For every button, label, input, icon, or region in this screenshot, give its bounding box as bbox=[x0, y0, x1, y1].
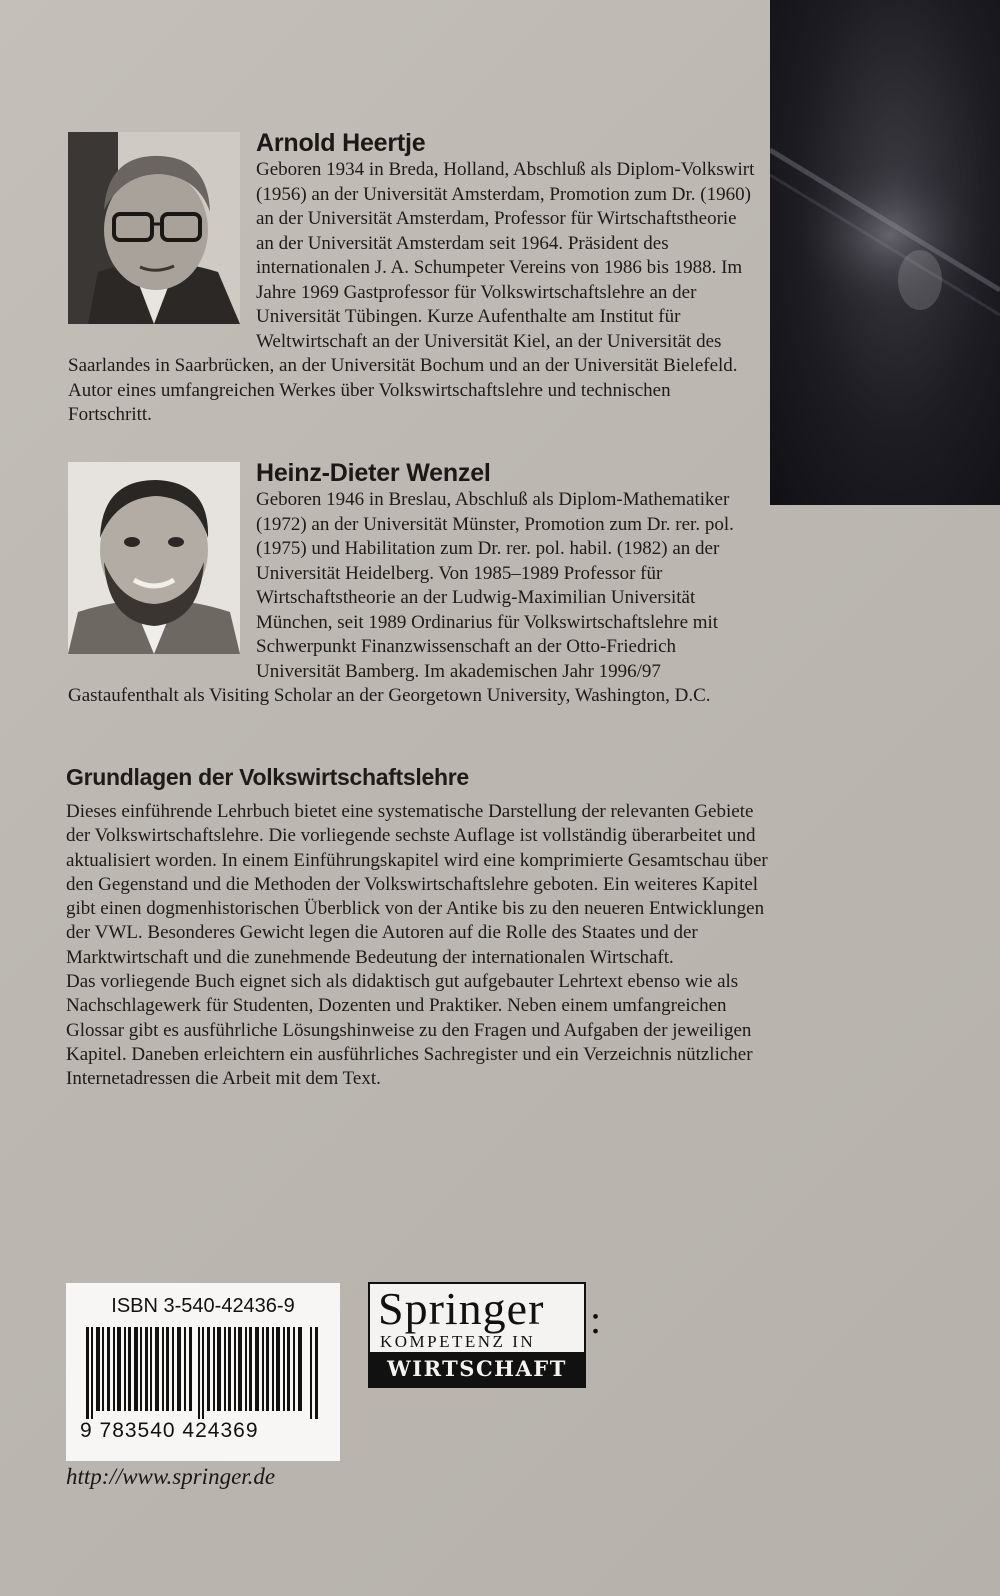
dark-cover-graphic bbox=[770, 0, 1000, 505]
book-paragraph-2: Das vorliegende Buch eignet sich als didaktisch gut aufgebauter Lehrtext ebenso wie als Nachschlagewerk für Studenten, Dozenten und Praktiker. Neben einem umfangreichen Glossar gibt es ausführliche Lösungshinweise zu den Fragen und Aufgaben der jeweiligen Kapitel. Daneben erleichtern ein ausführliches Sachregister und ein Verzeichnis nützlicher Internetadressen die Arbeit mit dem Text. bbox=[66, 971, 753, 1090]
publisher-tagline-2: WIRTSCHAFT bbox=[370, 1352, 584, 1386]
isbn-barcode-box bbox=[66, 1283, 340, 1461]
book-description bbox=[66, 760, 778, 1092]
author-wenzel bbox=[68, 458, 758, 709]
author-photo-wenzel bbox=[68, 462, 240, 654]
barcode-digits: 9 783540 424369 bbox=[80, 1419, 259, 1442]
publisher-url[interactable]: http://www.springer.de bbox=[66, 1464, 276, 1489]
isbn-label: ISBN 3-540-42436-9 bbox=[111, 1295, 295, 1317]
author-name: Arnold Heertje bbox=[256, 129, 426, 157]
barcode-icon bbox=[86, 1327, 320, 1419]
book-title: Grundlagen der Volkswirtschaftslehre bbox=[66, 764, 469, 790]
author-name: Heinz-Dieter Wenzel bbox=[256, 459, 491, 487]
author-bio: Geboren 1946 in Breslau, Abschluß als Diplom-Mathematiker (1972) an der Universität Münster, Promotion zum Dr. rer. pol. (1975) und Habilitation zum Dr. rer. pol. habil. (1982) an der Universität Heidelberg. Von 1985–1989 Professor für Wirtschaftstheorie an der Ludwig-Maximilian Universität München, seit 1989 Ordinarius für Volkswirtschaftslehre mit Schwerpunkt Finanzwissenschaft an der Otto-Friedrich Universität Bamberg. Im akademischen Jahr 1996/97 Gastaufenthalt als Visiting Scholar an der Georgetown University, Washington, D.C. bbox=[68, 489, 734, 706]
springer-wordmark: Springer bbox=[378, 1283, 545, 1334]
springer-colon: : bbox=[590, 1297, 602, 1342]
book-paragraph-1: Dieses einführende Lehrbuch bietet eine systematische Darstellung der relevanten Gebiete der Volkswirtschaftslehre. Die vorliegende sechste Auflage ist vollständig überarbeitet und aktualisiert worden. In einem Einführungskapitel wird eine komprimierte Gesamtschau über den Gegenstand und die Methoden der Volkswirtschaftslehre geboten. Ein weiteres Kapitel gibt einen dogmenhistorischen Überblick von der Antike bis zu den neueren Entwicklungen der VWL. Besonderes Gewicht legen die Autoren auf die Rolle des Staates und der Marktwirtschaft und die zunehmende Bedeutung der internationalen Wirtschaft. bbox=[66, 801, 768, 968]
publisher-tagline-1: KOMPETENZ IN bbox=[380, 1332, 536, 1351]
author-heertje bbox=[68, 128, 758, 428]
author-bio: Geboren 1934 in Breda, Holland, Abschluß als Diplom-Volkswirt (1956) an der Universität Amsterdam, Promotion zum Dr. (1960) an der Universität Amsterdam, Professor für Wirtschaftstheorie an der Universität Amsterdam seit 1964. Präsident des internationalen J. A. Schumpeter Vereins von 1986 bis 1988. Im Jahre 1969 Gastprofessor für Volkswirtschaftslehre an der Universität Tübingen. Kurze Aufenthalte am Institut für Weltwirtschaft an der Universität Kiel, an der Universität des Saarlandes in Saarbrücken, an der Universität Bochum und an der Universität Bielefeld. Autor eines umfangreichen Werkes über Volkswirtschaftslehre und technischen Fortschritt. bbox=[68, 159, 755, 425]
springer-logo bbox=[368, 1282, 586, 1388]
author-photo-heertje bbox=[68, 132, 240, 324]
